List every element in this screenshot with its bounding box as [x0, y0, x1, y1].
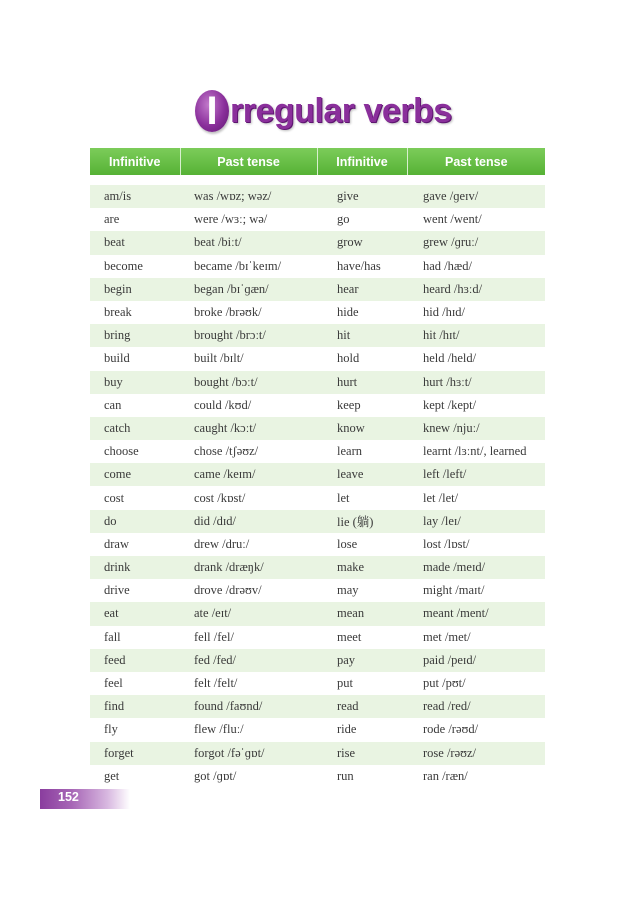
past-tense-cell: got /ɡɒt/	[180, 765, 317, 788]
infinitive-cell: give	[317, 185, 407, 208]
infinitive-cell: are	[90, 208, 180, 231]
header-past-tense-1: Past tense	[180, 148, 317, 175]
past-tense-cell: hit /hɪt/	[407, 324, 545, 347]
past-tense-cell: did /dɪd/	[180, 510, 317, 533]
past-tense-cell: had /hæd/	[407, 255, 545, 278]
past-tense-cell: ran /ræn/	[407, 765, 545, 788]
infinitive-cell: can	[90, 394, 180, 417]
past-tense-cell: chose /tʃəʊz/	[180, 440, 317, 463]
past-tense-cell: met /met/	[407, 626, 545, 649]
past-tense-cell: left /left/	[407, 463, 545, 486]
infinitive-cell: feed	[90, 649, 180, 672]
infinitive-cell: bring	[90, 324, 180, 347]
table-row	[90, 394, 545, 417]
infinitive-cell: lie (躺)	[317, 510, 407, 533]
past-tense-cell: built /bɪlt/	[180, 347, 317, 370]
past-tense-cell: drew /druː/	[180, 533, 317, 556]
infinitive-cell: know	[317, 417, 407, 440]
table-row	[90, 208, 545, 231]
infinitive-cell: run	[317, 765, 407, 788]
table-row	[90, 347, 545, 370]
infinitive-cell: make	[317, 556, 407, 579]
table-row	[90, 231, 545, 254]
infinitive-cell: fall	[90, 626, 180, 649]
past-tense-cell: heard /hɜːd/	[407, 278, 545, 301]
page-number-tab	[40, 789, 130, 809]
title-text: rregular verbs	[230, 91, 452, 130]
infinitive-cell: do	[90, 510, 180, 533]
infinitive-cell: feel	[90, 672, 180, 695]
table-row	[90, 602, 545, 625]
past-tense-cell: made /meɪd/	[407, 556, 545, 579]
table-body	[90, 175, 545, 788]
table-row	[90, 556, 545, 579]
past-tense-cell: lay /leɪ/	[407, 510, 545, 533]
past-tense-cell: bought /bɔːt/	[180, 371, 317, 394]
infinitive-cell: beat	[90, 231, 180, 254]
table-row	[90, 626, 545, 649]
infinitive-cell: ride	[317, 718, 407, 741]
infinitive-cell: build	[90, 347, 180, 370]
table-row	[90, 649, 545, 672]
past-tense-cell: put /pʊt/	[407, 672, 545, 695]
page-number: 152	[58, 790, 79, 804]
infinitive-cell: catch	[90, 417, 180, 440]
header-past-tense-2: Past tense	[407, 148, 545, 175]
past-tense-cell: brought /brɔːt/	[180, 324, 317, 347]
past-tense-cell: hurt /hɜːt/	[407, 371, 545, 394]
header-infinitive-2: Infinitive	[317, 148, 407, 175]
past-tense-cell: might /maɪt/	[407, 579, 545, 602]
past-tense-cell: forgot /fəˈɡɒt/	[180, 742, 317, 765]
past-tense-cell: drank /dræŋk/	[180, 556, 317, 579]
infinitive-cell: come	[90, 463, 180, 486]
infinitive-cell: am/is	[90, 185, 180, 208]
past-tense-cell: found /faʊnd/	[180, 695, 317, 718]
past-tense-cell: grew /ɡruː/	[407, 231, 545, 254]
past-tense-cell: was /wɒz; wəz/	[180, 185, 317, 208]
past-tense-cell: became /bɪˈkeɪm/	[180, 255, 317, 278]
infinitive-cell: let	[317, 486, 407, 509]
table-row	[90, 301, 545, 324]
past-tense-cell: paid /peɪd/	[407, 649, 545, 672]
table-row	[90, 185, 545, 208]
past-tense-cell: hid /hɪd/	[407, 301, 545, 324]
infinitive-cell: hit	[317, 324, 407, 347]
past-tense-cell: fell /fel/	[180, 626, 317, 649]
past-tense-cell: ate /eɪt/	[180, 602, 317, 625]
infinitive-cell: hide	[317, 301, 407, 324]
infinitive-cell: meet	[317, 626, 407, 649]
header-infinitive-1: Infinitive	[90, 148, 180, 175]
page-title	[195, 86, 452, 136]
infinitive-cell: mean	[317, 602, 407, 625]
table-row	[90, 417, 545, 440]
title-initial-badge: I	[195, 90, 229, 132]
past-tense-cell: cost /kɒst/	[180, 486, 317, 509]
table-row	[90, 718, 545, 741]
infinitive-cell: choose	[90, 440, 180, 463]
past-tense-cell: kept /kept/	[407, 394, 545, 417]
infinitive-cell: drink	[90, 556, 180, 579]
irregular-verbs-table	[90, 148, 545, 788]
infinitive-cell: buy	[90, 371, 180, 394]
infinitive-cell: pay	[317, 649, 407, 672]
infinitive-cell: hold	[317, 347, 407, 370]
infinitive-cell: put	[317, 672, 407, 695]
infinitive-cell: read	[317, 695, 407, 718]
past-tense-cell: held /held/	[407, 347, 545, 370]
past-tense-cell: fed /fed/	[180, 649, 317, 672]
table-row	[90, 440, 545, 463]
past-tense-cell: meant /ment/	[407, 602, 545, 625]
past-tense-cell: broke /brəʊk/	[180, 301, 317, 324]
table-row	[90, 371, 545, 394]
past-tense-cell: came /keɪm/	[180, 463, 317, 486]
past-tense-cell: flew /fluː/	[180, 718, 317, 741]
table-row	[90, 255, 545, 278]
table-row	[90, 579, 545, 602]
past-tense-cell: read /red/	[407, 695, 545, 718]
infinitive-cell: have/has	[317, 255, 407, 278]
infinitive-cell: drive	[90, 579, 180, 602]
infinitive-cell: become	[90, 255, 180, 278]
infinitive-cell: find	[90, 695, 180, 718]
infinitive-cell: eat	[90, 602, 180, 625]
past-tense-cell: went /went/	[407, 208, 545, 231]
infinitive-cell: get	[90, 765, 180, 788]
infinitive-cell: fly	[90, 718, 180, 741]
infinitive-cell: break	[90, 301, 180, 324]
infinitive-cell: may	[317, 579, 407, 602]
infinitive-cell: hurt	[317, 371, 407, 394]
past-tense-cell: felt /felt/	[180, 672, 317, 695]
spacer-cell	[90, 175, 545, 185]
table-row	[90, 324, 545, 347]
table-spacer	[90, 175, 545, 185]
infinitive-cell: cost	[90, 486, 180, 509]
infinitive-cell: begin	[90, 278, 180, 301]
table-row	[90, 742, 545, 765]
infinitive-cell: hear	[317, 278, 407, 301]
infinitive-cell: leave	[317, 463, 407, 486]
table-row	[90, 765, 545, 788]
past-tense-cell: let /let/	[407, 486, 545, 509]
table-row	[90, 486, 545, 509]
past-tense-cell: gave /ɡeɪv/	[407, 185, 545, 208]
table-row	[90, 533, 545, 556]
infinitive-cell: keep	[317, 394, 407, 417]
past-tense-cell: caught /kɔːt/	[180, 417, 317, 440]
past-tense-cell: drove /drəʊv/	[180, 579, 317, 602]
table-row	[90, 672, 545, 695]
infinitive-cell: grow	[317, 231, 407, 254]
table-row	[90, 695, 545, 718]
past-tense-cell: lost /lɒst/	[407, 533, 545, 556]
table-header	[90, 148, 545, 175]
table-row	[90, 510, 545, 533]
past-tense-cell: rode /rəʊd/	[407, 718, 545, 741]
infinitive-cell: forget	[90, 742, 180, 765]
past-tense-cell: were /wɜː; wə/	[180, 208, 317, 231]
infinitive-cell: go	[317, 208, 407, 231]
past-tense-cell: could /kʊd/	[180, 394, 317, 417]
past-tense-cell: learnt /lɜːnt/, learned	[407, 440, 545, 463]
infinitive-cell: lose	[317, 533, 407, 556]
infinitive-cell: learn	[317, 440, 407, 463]
past-tense-cell: beat /biːt/	[180, 231, 317, 254]
past-tense-cell: knew /njuː/	[407, 417, 545, 440]
infinitive-cell: rise	[317, 742, 407, 765]
table-row	[90, 463, 545, 486]
infinitive-cell: draw	[90, 533, 180, 556]
table-row	[90, 278, 545, 301]
past-tense-cell: began /bɪˈɡæn/	[180, 278, 317, 301]
past-tense-cell: rose /rəʊz/	[407, 742, 545, 765]
